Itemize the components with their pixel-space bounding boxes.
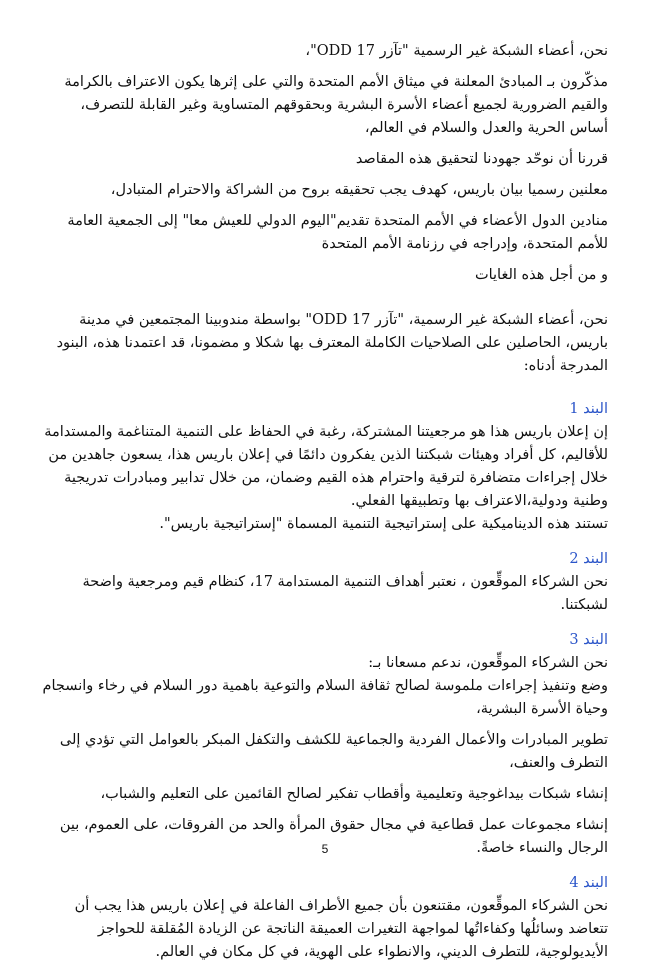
preamble-line-4: معلنين رسميا بيان باريس، كهدف يجب تحقيقه بروح من الشراكة والاحترام المتبادل، [110, 182, 608, 198]
article-1 [42, 398, 608, 536]
intro-paragraph: نحن، أعضاء الشبكة غير الرسمية، "تآزر 17 ODD" بواسطة مندوبينا المجتمعين في مدينة باريس، الحاصلين على الصلاحيات الكاملة المعترف بها شكلا و مضمونا، قد اعتمدنا هذه، البنود المدرجة أدناه: [56, 312, 608, 374]
article-4-paragraph-1: نحن الشركاء الموقِّعون، مقتنعون بأن جميع الأطراف الفاعلة في إعلان باريس هذا يجب أن تتعاضد وسائلُها وكفاءاتُها لمواجهة التغيرات العميقة الناتجة عن الزيادة المُقلقة للحواجز الأيديولوجية، للتطرف الديني، والانطواء على الهوية، في كل مكان في العالم. [74, 898, 608, 960]
preamble-line-3: قررنا أن نوحّد جهودنا لتحقيق هذه المقاصد [355, 151, 608, 167]
article-1-paragraph-2: تستند هذه الديناميكية على إستراتيجية التنمية المسماة "إستراتيجية باريس". [159, 516, 608, 532]
article-3-paragraph-5: إنشاء مجموعات عمل قطاعية في مجال حقوق المرأة والحد من الفروقات، على العموم، بين الرجال والنساء خاصةً. [59, 817, 608, 856]
preamble-line-1: نحن، أعضاء الشبكة غير الرسمية "تآزر 17 ODD"، [305, 43, 608, 59]
article-4-title: البند 4 [569, 875, 608, 891]
article-4 [42, 872, 608, 964]
preamble-line-2: مذكّرون بـ المبادئ المعلنة في ميثاق الأمم المتحدة والتي على إثرها يكون الاعتراف بالكرامة والقيم الضرورية لجميع أعضاء الأسرة البشرية وبحقوقهم المتساوية وغير القابلة للتصرف، أساس الحرية والعدل والسلام في العالم، [64, 74, 608, 136]
article-3-paragraph-3: تطوير المبادرات والأعمال الفردية والجماعية للكشف والتكفل المبكر بالعوامل التي تؤدي إلى التطرف والعنف، [59, 732, 608, 771]
article-3-paragraph-4: إنشاء شبكات بيداغوجية وتعليمية وأقطاب تفكير لصالح القائمين على التعليم والشباب، [100, 786, 608, 802]
article-1-title: البند 1 [569, 401, 608, 417]
preamble-line-5: منادين الدول الأعضاء في الأمم المتحدة تقديم"اليوم الدولي للعيش معا" إلى الجمعية العامة للأمم المتحدة، وإدراجه في رزنامة الأمم المتحدة [67, 213, 608, 252]
article-3-paragraph-2: وضع وتنفيذ إجراءات ملموسة لصالح ثقافة السلام والتوعية باهمية دور السلام في رخاء وانسجام وحياة الأسرة البشرية، [42, 678, 608, 717]
article-2-title: البند 2 [569, 551, 608, 567]
article-1-paragraph-1: إن إعلان باريس هذا هو مرجعيتنا المشتركة، رغبة في الحفاظ على التنمية المتناغمة والمستدامة للأقاليم، كل أفراد وهيئات شبكتنا الذين يفكرون دائمًا في إعلان باريس هذا، يسعون جاهدين من خلال إجراءات متضافرة لترقية واحترام هذه القيم وضمان، من خلال تدابير ومبادرات تدريجية وطنية ودولية،الاعتراف بها وتطبيقها الفعلي. [44, 424, 608, 509]
article-2-paragraph-1: نحن الشركاء الموقِّعون ، نعتبر أهداف التنمية المستدامة 17، كنظام قيم ومرجعية واضحة لشبكتنا. [82, 574, 608, 613]
article-3-paragraph-1: نحن الشركاء الموقِّعون، ندعم مسعانا بـ: [368, 655, 608, 671]
article-2 [42, 548, 608, 617]
page-number: 5 [321, 842, 329, 856]
preamble-line-6: و من أجل هذه الغايات [474, 267, 608, 283]
article-3 [42, 629, 608, 860]
article-3-title: البند 3 [569, 632, 608, 648]
